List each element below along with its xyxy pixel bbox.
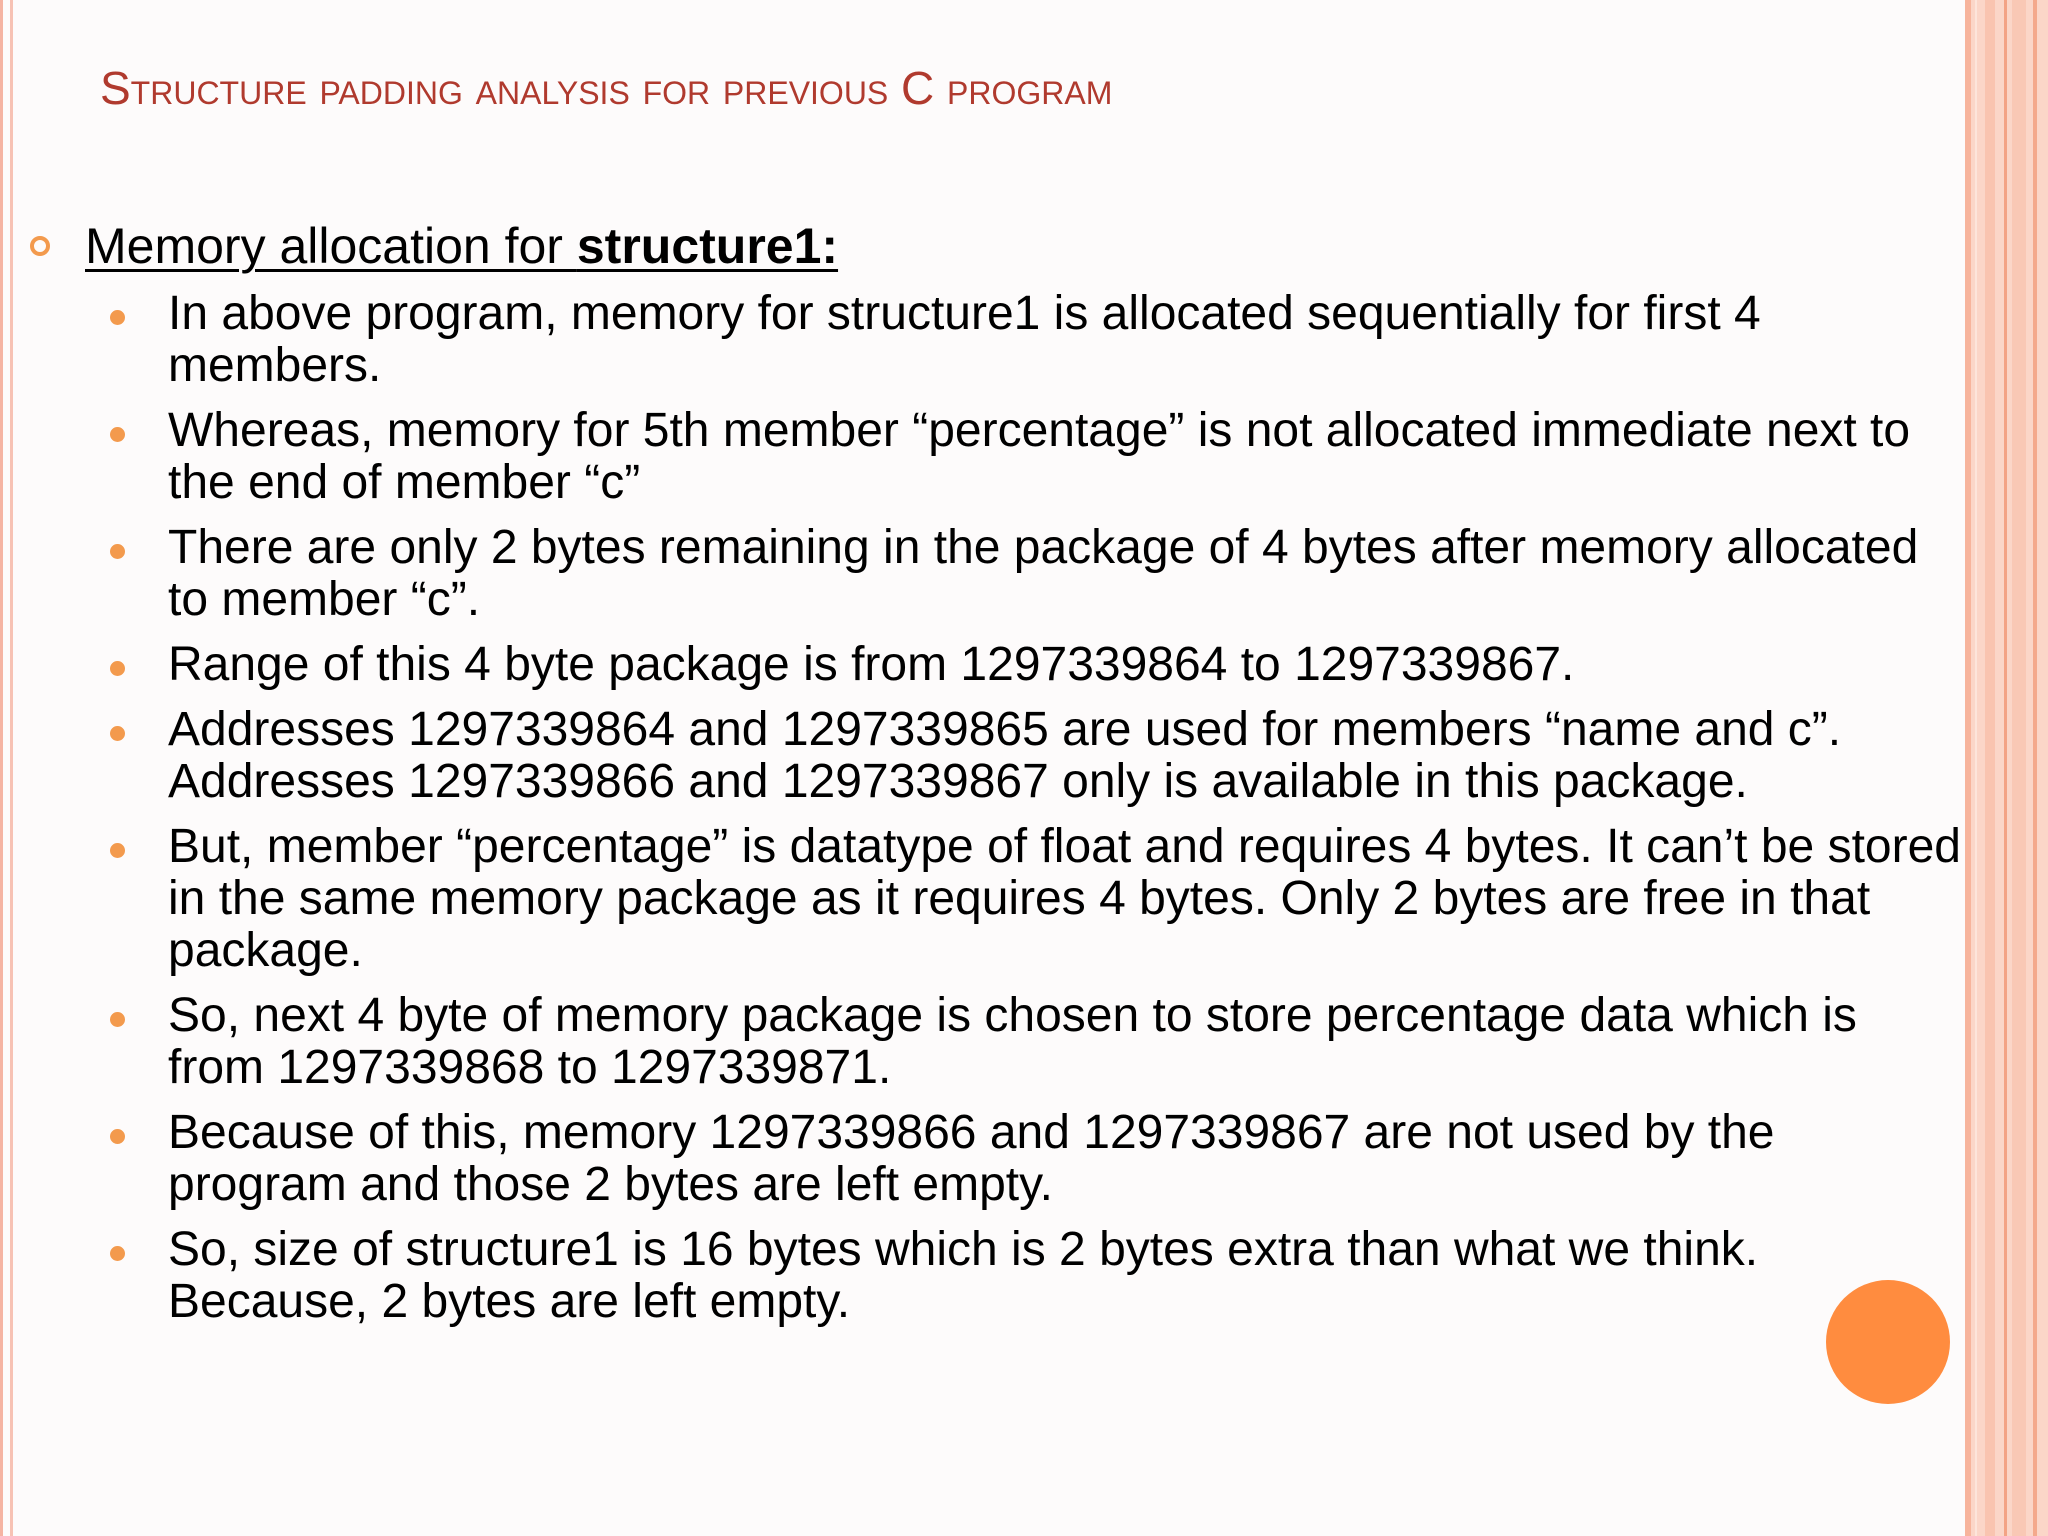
bullet-dot-icon <box>110 843 125 858</box>
bullet-item <box>110 1224 1965 1328</box>
section-heading-text <box>85 218 838 274</box>
bullet-item <box>110 639 1965 691</box>
ring-bullet-icon <box>30 236 50 256</box>
bullet-item <box>110 821 1965 977</box>
bullet-text: In above program, memory for structure1 is allocated sequentially for first 4 members. <box>168 287 1761 392</box>
heading-bold: structure1: <box>576 218 839 274</box>
bullet-item <box>110 704 1965 808</box>
bullet-text: Range of this 4 byte package is from 1297339864 to 1297339867. <box>168 638 1575 691</box>
bullet-list <box>110 288 1965 1341</box>
bullet-text: But, member “percentage” is datatype of float and requires 4 bytes. It can’t be stored in the same memory package as it requires 4 bytes. Only 2 bytes are free in that package. <box>168 820 1961 977</box>
bullet-text: So, size of structure1 is 16 bytes which is 2 bytes extra than what we think. Because, 2 bytes are left empty. <box>168 1223 1759 1328</box>
bullet-dot-icon <box>110 661 125 676</box>
bullet-dot-icon <box>110 310 125 325</box>
bullet-item <box>110 1107 1965 1211</box>
right-border-line <box>2012 0 2026 1536</box>
right-border-line <box>1965 0 1971 1536</box>
orange-circle-icon <box>1826 1280 1950 1404</box>
bullet-dot-icon <box>110 1246 125 1261</box>
bullet-dot-icon <box>110 544 125 559</box>
bullet-text: There are only 2 bytes remaining in the package of 4 bytes after memory allocated to member “c”. <box>168 521 1919 626</box>
right-border-line <box>2004 0 2007 1536</box>
right-border-line <box>1975 0 1977 1536</box>
right-border-line <box>1985 0 1995 1536</box>
bullet-item <box>110 405 1965 509</box>
bullet-dot-icon <box>110 1012 125 1027</box>
slide-title: Structure padding analysis for previous C program <box>100 62 1113 114</box>
bullet-item <box>110 288 1965 392</box>
bullet-text: Addresses 1297339864 and 1297339865 are used for members “name and c”. Addresses 1297339866 and 1297339867 only is available in this package. <box>168 703 1842 808</box>
bullet-item <box>110 990 1965 1094</box>
bullet-text: Because of this, memory 1297339866 and 1297339867 are not used by the program and those 2 bytes are left empty. <box>168 1106 1775 1211</box>
bullet-dot-icon <box>110 726 125 741</box>
section-heading <box>0 218 1960 274</box>
bullet-item <box>110 522 1965 626</box>
bullet-dot-icon <box>110 427 125 442</box>
bullet-dot-icon <box>110 1129 125 1144</box>
heading-prefix: Memory allocation for <box>85 218 577 274</box>
bullet-text: So, next 4 byte of memory package is chosen to store percentage data which is from 1297339868 to 1297339871. <box>168 989 1857 1094</box>
right-border-line <box>2033 0 2037 1536</box>
bullet-text: Whereas, memory for 5th member “percentage” is not allocated immediate next to the end of member “c” <box>168 404 1911 509</box>
